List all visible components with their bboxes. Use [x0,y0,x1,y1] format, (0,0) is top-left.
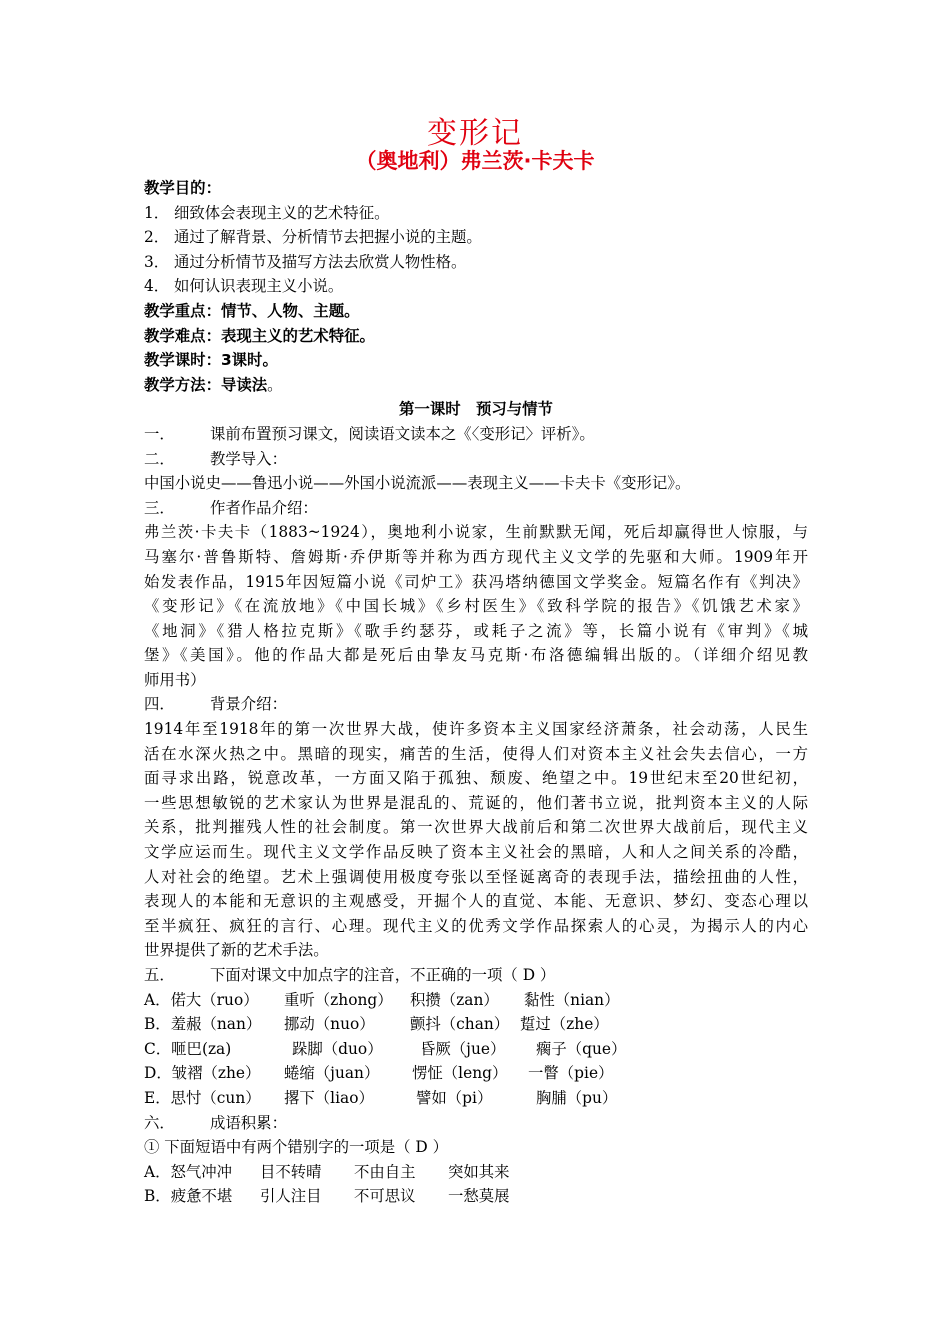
document-subtitle: （奥地利）弗兰茨·卡夫卡 [355,149,595,173]
section-heading: 二． 教学导入： [144,449,287,468]
section-heading: 三． 作者作品介绍： [144,498,318,517]
objective-item: 1． 细致体会表现主义的艺术特征。 [144,203,390,222]
author-text-line: 始发表作品，1915年因短篇小说《司炉工》获冯塔纳德国文学奖金。短篇名作有《判决》 [144,572,808,591]
background-text-line: 文学应运而生。现代主义文学作品反映了资本主义社会的黑暗，人和人之间关系的冷酷， [144,843,808,862]
section-heading: 六． 成语积累： [144,1113,287,1132]
pinyin-option-row: D．皱褶（zhe） 蜷缩（juan） 愣怔（leng） 一瞥（pie） [144,1064,614,1083]
section-heading: 五． 下面对课文中加点字的注音，不正确的一项（ D ） [144,966,556,984]
background-text-line: 至半疯狂、疯狂的言行、心理。现代主义的优秀文学作品探索人的心灵，为揭示人的内心 [144,916,808,935]
pinyin-option-row: A．偌大（ruo） 重听（zhong） 积攒（zan） 黏性（nian） [144,990,620,1009]
idiom-option-row: B．疲惫不堪 引人注目 不可思议 一愁莫展 [144,1187,510,1206]
intro-line: 中国小说史——鲁迅小说——外国小说流派——表现主义——卡夫卡《变形记》。 [144,474,691,493]
background-text-line: 活在水深火热之中。黑暗的现实，痛苦的生活，使得人们对资本主义社会失去信心，一方 [144,744,808,763]
author-text-line: 《地洞》《猎人格拉克斯》《歌手约瑟芬，或耗子之流》等，长篇小说有《审判》《城 [144,621,808,640]
author-text-line: 《变形记》《在流放地》《中国长城》《乡村医生》《致科学院的报告》《饥饿艺术家》 [144,597,808,616]
idiom-option-row: A．怒气冲冲 目不转晴 不由自主 突如其来 [144,1162,510,1181]
section-heading: 一． 课前布置预习课文，阅读语文读本之《〈变形记〉评析》。 [144,424,595,443]
author-text-line: 师用书） [144,670,206,689]
background-text-line: 面寻求出路，锐意改革，一方面又陷于孤独、颓废、绝望之中。19世纪末至20世纪初， [144,769,808,788]
pinyin-option-row: B．羞赧（nan） 挪动（nuo） 颤抖（chan） 踅过（zhe） [144,1015,609,1034]
idiom-question: ① 下面短语中有两个错别字的一项是（ D ） [144,1138,449,1157]
key-points: 教学重点：情节、人物、主题。 [144,301,360,320]
author-text-line: 堡》《美国》。他的作品大都是死后由挚友马克斯·布洛德编辑出版的。（详细介绍见教 [144,646,808,665]
background-text-line: 一些思想敏锐的艺术家认为世界是混乱的、荒诞的，他们著书立说，批判资本主义的人际 [144,793,808,812]
objective-item: 2． 通过了解背景、分析情节去把握小说的主题。 [144,228,482,247]
objective-item: 4． 如何认识表现主义小说。 [144,277,344,296]
document-title: 变形记 [427,116,523,151]
teaching-method: 教学方法：导读法。 [144,375,283,394]
section-heading: 四． 背景介绍： [144,695,287,714]
background-text-line: 关系，批判摧残人性的社会制度。第一次世界大战前后和第二次世界大战前后，现代主义 [144,818,808,837]
document-body [144,176,808,1209]
author-text-line: 弗兰茨·卡夫卡（1883~1924），奥地利小说家，生前默默无闻，死后却赢得世人惊服，与 [144,523,808,542]
background-text-line: 1914年至1918年的第一次世界大战，使许多资本主义国家经济萧条，社会动荡，人民生 [144,720,808,739]
background-text-line: 人对社会的绝望。艺术上强调使用极度夸张以至怪诞离奇的表现手法，描绘扭曲的人性， [144,867,808,886]
background-text-line: 世界提供了新的艺术手法。 [144,941,329,960]
objective-item: 3． 通过分析情节及描写方法去欣赏人物性格。 [144,252,467,271]
class-hours: 教学课时：3课时。 [144,351,278,370]
pinyin-option-row: E．思忖（cun） 撂下（liao） 譬如（pi） 胸脯（pu） [144,1088,618,1107]
author-text-line: 马塞尔·普鲁斯特、詹姆斯·乔伊斯等并称为西方现代主义文学的先驱和大师。1909年开 [144,547,808,566]
lesson-title: 第一课时 预习与情节 [399,400,553,419]
background-text-line: 表现人的本能和无意识的主观感受，开掘个人的直觉、本能、无意识、梦幻、变态心理以 [144,892,808,911]
difficulties: 教学难点：表现主义的艺术特征。 [144,326,375,345]
objectives-heading: 教学目的： [144,179,221,197]
pinyin-option-row: C．咂巴(za) 跺脚（duo） 昏厥（jue） 瘸子（que） [144,1039,627,1058]
